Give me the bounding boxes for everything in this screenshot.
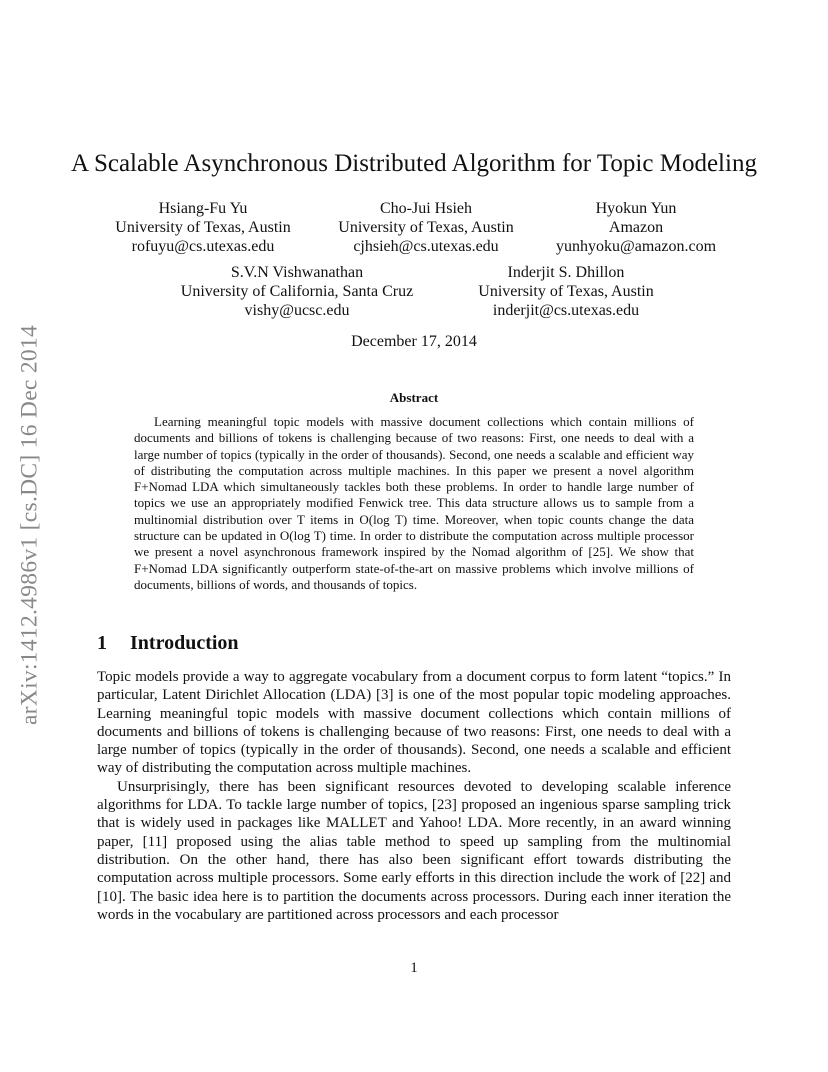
author-block <box>451 263 681 320</box>
page-number: 1 <box>410 960 418 976</box>
abstract-heading: Abstract <box>389 390 439 405</box>
author-affiliation: Amazon <box>608 219 664 236</box>
author-name: Hyokun Yun <box>595 200 677 217</box>
author-block <box>536 199 736 256</box>
section-body <box>97 668 731 924</box>
author-block <box>311 199 541 256</box>
author-block <box>162 263 432 320</box>
arxiv-stamp <box>14 290 46 760</box>
author-email: yunhyoku@amazon.com <box>555 238 717 255</box>
author-block <box>88 199 318 256</box>
author-name: Hsiang-Fu Yu <box>158 200 248 217</box>
abstract-text: Learning meaningful topic models with massive document collections which contain millions of documents and billions of tokens is challenging because of two reasons: First, one needs to deal with a large number of topics (typically in the order of thousands). Second, one needs a scalable and efficient way of distributing the computation across multiple machines. In this paper we present a novel algorithm F+Nomad LDA which simultaneously tackles both these problems. In order to handle large number of topics we use an appropriately modified Fenwick tree. This data structure allows us to sample from a multinomial distribution over T items in O(log T) time. Moreover, when topic counts change the data structure can be updated in O(log T) time. In order to distribute the computation across multiple processor we present a novel asynchronous framework inspired by the Nomad algorithm of [25]. We show that F+Nomad LDA significantly outperform state-of-the-art on massive problems which involve millions of documents, billions of words, and thousands of topics. <box>134 414 694 592</box>
author-affiliation: University of Texas, Austin <box>478 283 654 300</box>
paper-title: A Scalable Asynchronous Distributed Algorithm for Topic Modeling <box>71 150 757 177</box>
author-name: S.V.N Vishwanathan <box>230 264 364 281</box>
author-email: rofuyu@cs.utexas.edu <box>131 238 275 255</box>
author-email: vishy@ucsc.edu <box>244 302 350 319</box>
paragraph: Unsurprisingly, there has been significant resources devoted to developing scalable inference algorithms for LDA. To tackle large number of topics, [23] proposed an ingenious sparse sampling trick that is widely used in packages like MALLET and Yahoo! LDA. More recently, in an award winning paper, [11] proposed using the alias table method to speed up sampling from the multinomial distribution. On the other hand, there has also been significant effort towards distributing the computation across multiple processors. Some early efforts in this direction include the work of [22] and [10]. The basic idea here is to partition the documents across processors. During each inner iteration the words in the vocabulary are partitioned across processors and each processor <box>97 778 731 923</box>
author-email: inderjit@cs.utexas.edu <box>492 302 640 319</box>
author-email: cjhsieh@cs.utexas.edu <box>353 238 499 255</box>
arxiv-identifier: arXiv:1412.4986v1 [cs.DC] 16 Dec 2014 <box>16 324 43 726</box>
author-name: Cho-Jui Hsieh <box>380 200 472 217</box>
author-affiliation: University of Texas, Austin <box>338 219 514 236</box>
author-name: Inderjit S. Dhillon <box>507 264 625 281</box>
section-title: Introduction <box>130 632 239 654</box>
paragraph: Topic models provide a way to aggregate vocabulary from a document corpus to form latent “topics.” In particular, Latent Dirichlet Allocation (LDA) [3] is one of the most popular topic modeling approaches. Learning meaningful topic models with massive document collections which contain millions of documents and billions of tokens is challenging because of two reasons: First, one needs to deal with a large number of topics (typically in the order of thousands). Second, one needs a scalable and efficient way of distributing the computation across multiple machines. <box>97 669 731 777</box>
publication-date: December 17, 2014 <box>351 333 477 350</box>
section-number: 1 <box>97 632 107 654</box>
section-heading <box>97 632 239 655</box>
author-affiliation: University of Texas, Austin <box>115 219 291 236</box>
author-affiliation: University of California, Santa Cruz <box>180 283 414 300</box>
